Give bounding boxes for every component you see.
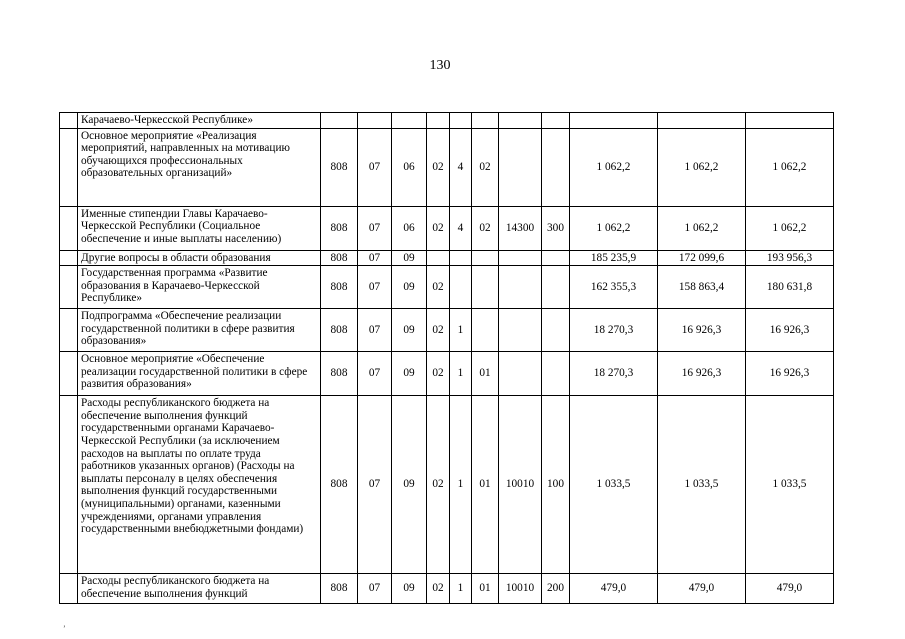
code-cell: 808: [321, 396, 358, 574]
amount-cell-1: 1 062,2: [570, 206, 658, 250]
item-name-cell: Основное мероприятие «Реализация мероприятий, направленных на мотивацию обучающихся профессиональных образовательных организаций»: [78, 128, 321, 206]
amount-cell-2: 16 926,3: [658, 309, 746, 352]
amount-cell-3: 193 956,3: [746, 250, 834, 266]
table-row: [60, 206, 834, 250]
subprogram-cell: 1: [450, 309, 472, 352]
amount-cell-2: 158 863,4: [658, 266, 746, 309]
amount-cell-2: 16 926,3: [658, 352, 746, 396]
table-row: [60, 250, 834, 266]
amount-cell-1: 1 062,2: [570, 128, 658, 206]
item-name-cell: Именные стипендии Главы Карачаево-Черкесской Республики (Социальное обеспечение и иные выплаты населению): [78, 206, 321, 250]
measure-cell: [472, 250, 499, 266]
amount-cell-1: 18 270,3: [570, 352, 658, 396]
program-cell: [427, 250, 450, 266]
amount-cell-1: 479,0: [570, 574, 658, 604]
row-number-cell: [60, 128, 78, 206]
row-number-cell: [60, 574, 78, 604]
section-cell: 07: [358, 250, 392, 266]
measure-cell: 01: [472, 396, 499, 574]
row-number-cell: [60, 396, 78, 574]
expense-type-cell: [542, 128, 570, 206]
subprogram-cell: 1: [450, 352, 472, 396]
direction-cell: [499, 266, 542, 309]
expense-type-cell: [542, 250, 570, 266]
measure-cell: [472, 309, 499, 352]
program-cell: 02: [427, 266, 450, 309]
direction-cell: [499, 250, 542, 266]
budget-table: [59, 112, 834, 604]
subprogram-cell: 4: [450, 206, 472, 250]
item-name-cell: Расходы республиканского бюджета на обеспечение выполнения функций: [78, 574, 321, 604]
row-number-cell: [60, 309, 78, 352]
section-cell: 07: [358, 396, 392, 574]
measure-cell: 02: [472, 206, 499, 250]
code-cell: 808: [321, 352, 358, 396]
table-row: [60, 352, 834, 396]
item-name-cell: Расходы республиканского бюджета на обеспечение выполнения функций государственными органами Карачаево-Черкесской Республики (за исключением расходов на выплаты по оплате труда работников указанных органов) (Расходы на выплаты персоналу в целях обеспечения выполнения функций государственными (муниципальными) органами, казенными учреждениями, органами управления государственными внебюджетными фондами): [78, 396, 321, 574]
subsection-cell: 06: [392, 206, 427, 250]
row-number-cell: [60, 250, 78, 266]
expense-type-cell: 300: [542, 206, 570, 250]
amount-cell-3: 1 062,2: [746, 128, 834, 206]
code-cell: 808: [321, 574, 358, 604]
expense-type-cell: [542, 352, 570, 396]
page-number: 130: [429, 58, 451, 73]
table-row: [60, 309, 834, 352]
table-body: [60, 113, 834, 604]
subsection-cell: 09: [392, 352, 427, 396]
table-row: [60, 574, 834, 604]
expense-type-cell: [542, 309, 570, 352]
item-name-cell: Государственная программа «Развитие образования в Карачаево-Черкесской Республике»: [78, 266, 321, 309]
section-cell: 07: [358, 266, 392, 309]
code-cell: 808: [321, 250, 358, 266]
program-cell: 02: [427, 128, 450, 206]
measure-cell: 01: [472, 352, 499, 396]
subprogram-cell: 1: [450, 396, 472, 574]
amount-cell-2: 479,0: [658, 574, 746, 604]
subprogram-cell: [450, 113, 472, 129]
row-number-cell: [60, 266, 78, 309]
program-cell: [427, 113, 450, 129]
amount-cell-2: 1 062,2: [658, 128, 746, 206]
amount-cell-2: 1 062,2: [658, 206, 746, 250]
code-cell: [321, 113, 358, 129]
amount-cell-2: 172 099,6: [658, 250, 746, 266]
measure-cell: 02: [472, 128, 499, 206]
amount-cell-3: 16 926,3: [746, 352, 834, 396]
section-cell: 07: [358, 309, 392, 352]
direction-cell: [499, 352, 542, 396]
table-row: [60, 128, 834, 206]
section-cell: [358, 113, 392, 129]
row-number-cell: [60, 352, 78, 396]
row-number-cell: [60, 206, 78, 250]
code-cell: 808: [321, 266, 358, 309]
amount-cell-1: 1 033,5: [570, 396, 658, 574]
subsection-cell: [392, 113, 427, 129]
subsection-cell: 09: [392, 574, 427, 604]
program-cell: 02: [427, 352, 450, 396]
scan-mark: ’: [63, 624, 66, 633]
subprogram-cell: 1: [450, 574, 472, 604]
amount-cell-3: [746, 113, 834, 129]
amount-cell-2: [658, 113, 746, 129]
section-cell: 07: [358, 206, 392, 250]
subsection-cell: 06: [392, 128, 427, 206]
expense-type-cell: 100: [542, 396, 570, 574]
program-cell: 02: [427, 574, 450, 604]
direction-cell: 10010: [499, 396, 542, 574]
item-name-cell: Карачаево-Черкесской Республике»: [78, 113, 321, 129]
table-row: [60, 266, 834, 309]
direction-cell: [499, 128, 542, 206]
row-number-cell: [60, 113, 78, 129]
amount-cell-3: 16 926,3: [746, 309, 834, 352]
subprogram-cell: [450, 250, 472, 266]
measure-cell: 01: [472, 574, 499, 604]
expense-type-cell: [542, 266, 570, 309]
amount-cell-3: 1 062,2: [746, 206, 834, 250]
amount-cell-1: 185 235,9: [570, 250, 658, 266]
amount-cell-3: 479,0: [746, 574, 834, 604]
subprogram-cell: [450, 266, 472, 309]
measure-cell: [472, 113, 499, 129]
amount-cell-1: [570, 113, 658, 129]
subsection-cell: 09: [392, 309, 427, 352]
direction-cell: [499, 309, 542, 352]
expense-type-cell: [542, 113, 570, 129]
subsection-cell: 09: [392, 250, 427, 266]
amount-cell-1: 162 355,3: [570, 266, 658, 309]
section-cell: 07: [358, 574, 392, 604]
table-row: [60, 113, 834, 129]
table-row: [60, 396, 834, 574]
amount-cell-1: 18 270,3: [570, 309, 658, 352]
subsection-cell: 09: [392, 266, 427, 309]
subprogram-cell: 4: [450, 128, 472, 206]
direction-cell: [499, 113, 542, 129]
code-cell: 808: [321, 206, 358, 250]
program-cell: 02: [427, 309, 450, 352]
program-cell: 02: [427, 206, 450, 250]
measure-cell: [472, 266, 499, 309]
code-cell: 808: [321, 128, 358, 206]
amount-cell-3: 180 631,8: [746, 266, 834, 309]
item-name-cell: Подпрограмма «Обеспечение реализации государственной политики в сфере развития образования»: [78, 309, 321, 352]
program-cell: 02: [427, 396, 450, 574]
direction-cell: 10010: [499, 574, 542, 604]
item-name-cell: Другие вопросы в области образования: [78, 250, 321, 266]
item-name-cell: Основное мероприятие «Обеспечение реализации государственной политики в сфере развития образования»: [78, 352, 321, 396]
direction-cell: 14300: [499, 206, 542, 250]
code-cell: 808: [321, 309, 358, 352]
section-cell: 07: [358, 128, 392, 206]
amount-cell-3: 1 033,5: [746, 396, 834, 574]
section-cell: 07: [358, 352, 392, 396]
subsection-cell: 09: [392, 396, 427, 574]
amount-cell-2: 1 033,5: [658, 396, 746, 574]
expense-type-cell: 200: [542, 574, 570, 604]
